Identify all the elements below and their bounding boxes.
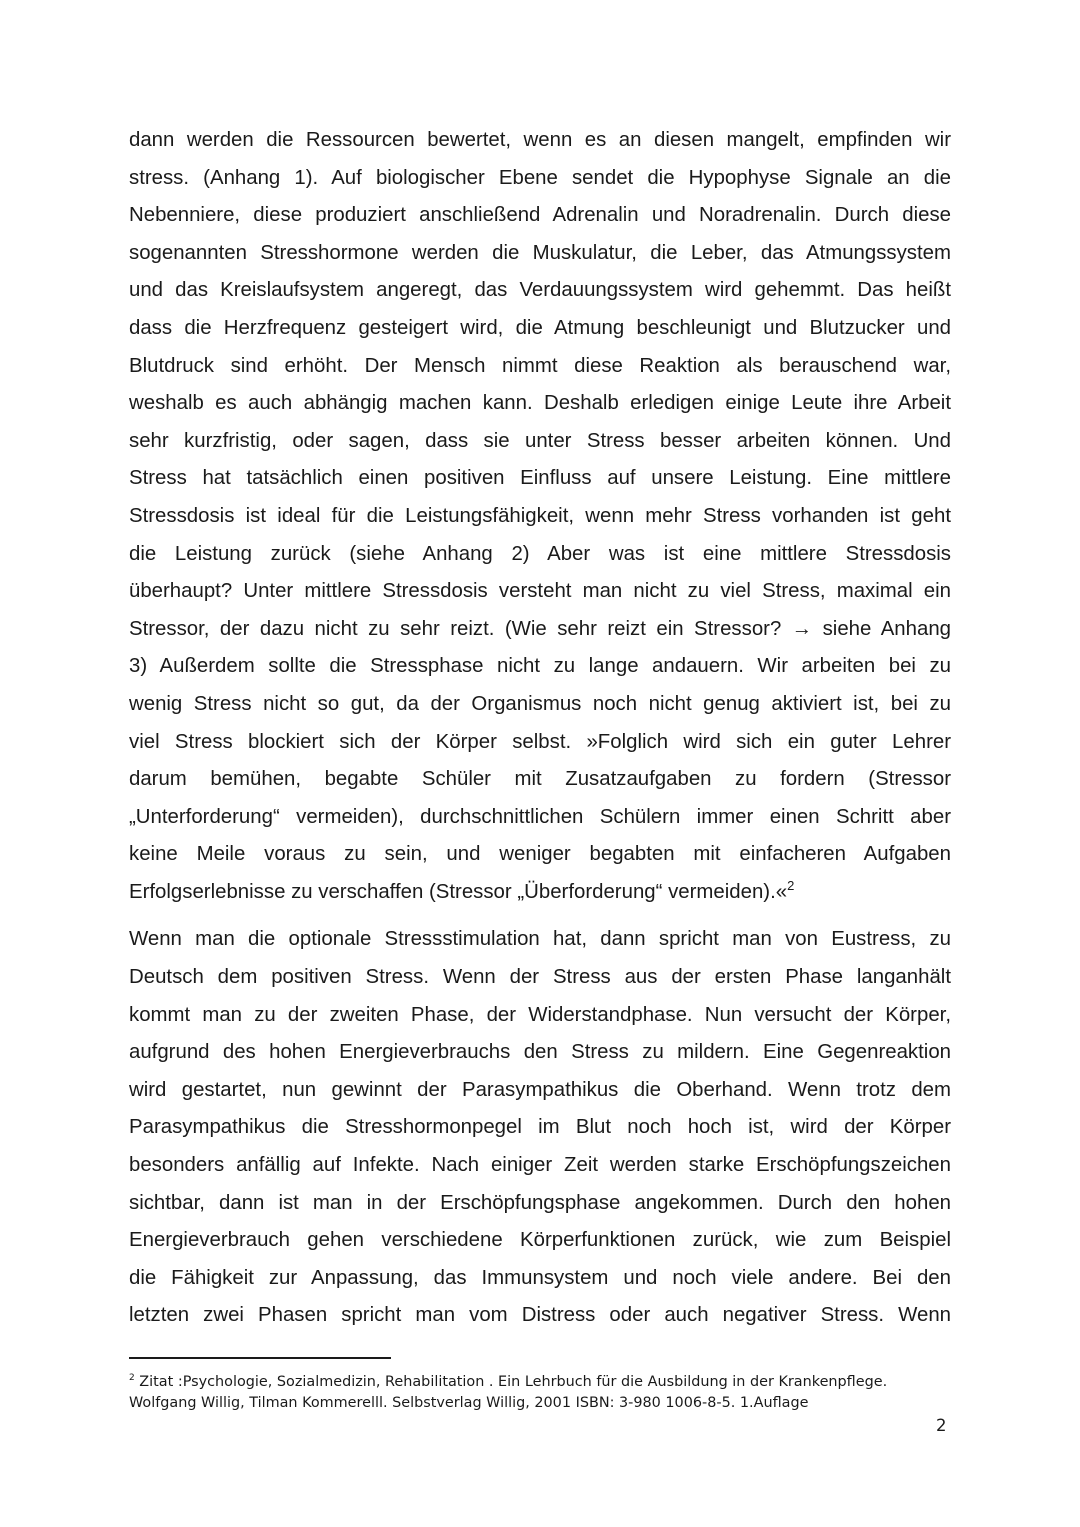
page-number: 2 (936, 1416, 947, 1435)
text-line: Deutsch dem positiven Stress. Wenn der Stress aus der ersten Phase langanhält (129, 966, 951, 989)
text-line: viel Stress blockiert sich der Körper selbst. »Folglich wird sich ein guter Lehrer (129, 730, 951, 753)
text-line: besonders anfällig auf Infekte. Nach einiger Zeit werden starke Erschöpfungszeichen (129, 1154, 951, 1177)
text-line: Blutdruck sind erhöht. Der Mensch nimmt diese Reaktion als berauschend war, (129, 354, 951, 377)
footnote-separator (129, 1357, 391, 1359)
text-line: sehr kurzfristig, oder sagen, dass sie unter Stress besser arbeiten können. Und (129, 429, 951, 452)
text-line: die Leistung zurück (siehe Anhang 2) Aber was ist eine mittlere Stressdosis (129, 542, 951, 565)
text-line: Wenn man die optionale Stressstimulation hat, dann spricht man von Eustress, zu (129, 928, 951, 951)
text-line: Stress hat tatsächlich einen positiven Einfluss auf unsere Leistung. Eine mittlere (129, 467, 951, 490)
text-line: Nebenniere, diese produziert anschließend Adrenalin und Noradrenalin. Durch diese (129, 204, 951, 227)
text-line-content: Erfolgserlebnisse zu verschaffen (Stressor „Überforderung“ vermeiden).« (129, 880, 788, 903)
text-line: kommt man zu der zweiten Phase, der Widerstandphase. Nun versucht der Körper, (129, 1003, 951, 1026)
footnote-line (129, 1372, 929, 1393)
text-line: Stressor, der dazu nicht zu sehr reizt. (Wie sehr reizt ein Stressor? → siehe Anhang (129, 617, 951, 640)
text-line: keine Meile voraus zu sein, und weniger begabten mit einfacheren Aufgaben (129, 843, 951, 866)
footnote-number: 2 (129, 1373, 135, 1384)
paragraph-gap (129, 911, 951, 921)
footnote-citation: Zitat :Psychologie, Sozialmedizin, Rehabilitation . Ein Lehrbuch für die Ausbildung in der Krankenpflege. (134, 1374, 888, 1390)
text-line: „Unterforderung“ vermeiden), durchschnittlichen Schülern immer einen Schritt aber (129, 805, 951, 828)
text-line: Stressdosis ist ideal für die Leistungsfähigkeit, wenn mehr Stress vorhanden ist geht (129, 504, 951, 527)
text-line: letzten zwei Phasen spricht man vom Distress oder auch negativer Stress. Wenn (129, 1304, 951, 1327)
text-line: stress. (Anhang 1). Auf biologischer Ebene sendet die Hypophyse Signale an die (129, 166, 951, 189)
text-line (129, 874, 951, 912)
text-line: Energieverbrauch gehen verschiedene Körperfunktionen zurück, wie zum Beispiel (129, 1229, 951, 1252)
body-text (129, 122, 951, 1335)
text-line: Parasympathikus die Stresshormonpegel im Blut noch hoch ist, wird der Körper (129, 1116, 951, 1139)
text-line: die Fähigkeit zur Anpassung, das Immunsystem und noch viele andere. Bei den (129, 1266, 951, 1289)
footnote (129, 1372, 929, 1414)
footnote-reference: 2 (787, 878, 795, 894)
text-line: und das Kreislaufsystem angeregt, das Verdauungssystem wird gehemmt. Das heißt (129, 279, 951, 302)
text-line: sogenannten Stresshormone werden die Muskulatur, die Leber, das Atmungssystem (129, 241, 951, 264)
text-line: aufgrund des hohen Energieverbrauchs den Stress zu mildern. Eine Gegenreaktion (129, 1041, 951, 1064)
text-line: darum bemühen, begabte Schüler mit Zusatzaufgaben zu fordern (Stressor (129, 768, 951, 791)
paragraph-2 (129, 921, 951, 1335)
text-line: wenig Stress nicht so gut, da der Organismus noch nicht genug aktiviert ist, bei zu (129, 692, 951, 715)
text-line: dass die Herzfrequenz gesteigert wird, die Atmung beschleunigt und Blutzucker und (129, 316, 951, 339)
text-line: wird gestartet, nun gewinnt der Parasympathikus die Oberhand. Wenn trotz dem (129, 1078, 951, 1101)
text-line: sichtbar, dann ist man in der Erschöpfungsphase angekommen. Durch den hohen (129, 1191, 951, 1214)
paragraph-1 (129, 122, 951, 911)
text-line: überhaupt? Unter mittlere Stressdosis versteht man nicht zu viel Stress, maximal ein (129, 580, 951, 603)
text-line: 3) Außerdem sollte die Stressphase nicht zu lange andauern. Wir arbeiten bei zu (129, 655, 951, 678)
text-line: dann werden die Ressourcen bewertet, wenn es an diesen mangelt, empfinden wir (129, 129, 951, 151)
footnote-line: Wolfgang Willig, Tilman Kommerelll. Selbstverlag Willig, 2001 ISBN: 3-980 1006-8-5. 1.Auflage (129, 1395, 809, 1411)
text-line: weshalb es auch abhängig machen kann. Deshalb erledigen einige Leute ihre Arbeit (129, 392, 951, 415)
